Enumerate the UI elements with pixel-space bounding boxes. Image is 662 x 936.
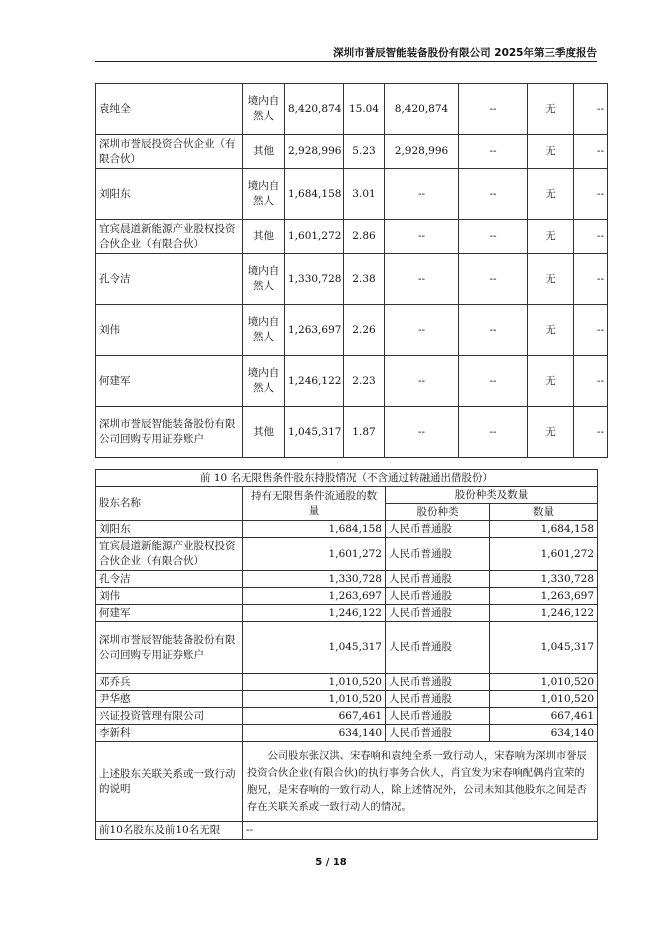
- share-class: 人民币普通股: [386, 521, 490, 538]
- unrestricted-shareholders-table: [95, 469, 598, 840]
- pledge-quantity: --: [574, 220, 608, 254]
- unrestricted-qty: 1,684,158: [243, 521, 386, 538]
- table-row: [96, 254, 608, 305]
- shareholder-name: 刘伟: [96, 588, 243, 605]
- holding-percentage: 15.04: [344, 84, 385, 135]
- holding-percentage: 2.38: [344, 254, 385, 305]
- shareholder-name: 尹华憨: [96, 691, 243, 708]
- shares-held: 1,684,158: [285, 169, 344, 220]
- shareholder-nature: 境内自然人: [243, 254, 285, 305]
- share-class: 人民币普通股: [386, 725, 490, 742]
- share-class: 人民币普通股: [386, 708, 490, 725]
- table-row: [96, 622, 598, 674]
- shareholder-name: 刘阳东: [96, 521, 243, 538]
- share-class-qty: 1,330,728: [490, 571, 598, 588]
- relation-label: 上述股东关联关系或一致行动的说明: [96, 742, 243, 822]
- restricted-shares: --: [385, 356, 459, 407]
- table-row: [96, 708, 598, 725]
- shares-held: 1,330,728: [285, 254, 344, 305]
- shareholder-name: 邓乔兵: [96, 674, 243, 691]
- unrestricted-qty: 1,010,520: [243, 691, 386, 708]
- pledge-type: 无: [528, 135, 574, 169]
- pledge-type: 无: [528, 84, 574, 135]
- pledge-status: --: [459, 407, 528, 458]
- unrestricted-qty: 634,140: [243, 725, 386, 742]
- table-row: [96, 538, 598, 571]
- share-class-qty: 667,461: [490, 708, 598, 725]
- last-row-value: --: [243, 822, 598, 840]
- shareholder-name: 刘阳东: [96, 169, 243, 220]
- shareholder-name: 深圳市誉辰投资合伙企业（有限合伙）: [96, 135, 243, 169]
- share-class-qty: 1,263,697: [490, 588, 598, 605]
- section-title: 前 10 名无限售条件股东持股情况（不含通过转融通出借股份）: [96, 470, 598, 487]
- table-row: [96, 356, 608, 407]
- pledge-type: 无: [528, 407, 574, 458]
- holding-percentage: 5.23: [344, 135, 385, 169]
- table-row: [96, 674, 598, 691]
- pledge-quantity: --: [574, 356, 608, 407]
- shareholder-nature: 境内自然人: [243, 169, 285, 220]
- pledge-quantity: --: [574, 169, 608, 220]
- col-header-class-type: 股份种类: [386, 504, 490, 521]
- pledge-status: --: [459, 135, 528, 169]
- share-class-qty: 1,601,272: [490, 538, 598, 571]
- shares-held: 1,045,317: [285, 407, 344, 458]
- table-row: [96, 169, 608, 220]
- table-row: [96, 588, 598, 605]
- shareholder-name: 孔令洁: [96, 571, 243, 588]
- shareholder-name: 深圳市誉辰智能装备股份有限公司回购专用证券账户: [96, 407, 243, 458]
- shareholder-nature: 境内自然人: [243, 84, 285, 135]
- pledge-status: --: [459, 356, 528, 407]
- shareholder-name: 李新科: [96, 725, 243, 742]
- unrestricted-qty: 1,330,728: [243, 571, 386, 588]
- unrestricted-qty: 1,246,122: [243, 605, 386, 622]
- pledge-quantity: --: [574, 254, 608, 305]
- table-row: [96, 220, 608, 254]
- share-class: 人民币普通股: [386, 674, 490, 691]
- col-header-class: 股份种类及数量: [386, 487, 598, 504]
- restricted-shares: --: [385, 407, 459, 458]
- page-number: 5 / 18: [315, 857, 347, 868]
- table-row: [96, 407, 608, 458]
- share-class-qty: 1,045,317: [490, 622, 598, 674]
- shareholder-nature: 其他: [243, 407, 285, 458]
- pledge-status: --: [459, 254, 528, 305]
- shareholder-name: 深圳市誉辰智能装备股份有限公司回购专用证券账户: [96, 622, 243, 674]
- share-class: 人民币普通股: [386, 571, 490, 588]
- shareholder-nature: 其他: [243, 220, 285, 254]
- table-row: [96, 571, 598, 588]
- shareholder-name: 宜宾晨道新能源产业股权投资合伙企业（有限合伙）: [96, 220, 243, 254]
- holding-percentage: 3.01: [344, 169, 385, 220]
- share-class: 人民币普通股: [386, 538, 490, 571]
- header-divider: [95, 61, 597, 62]
- pledge-type: 无: [528, 356, 574, 407]
- share-class: 人民币普通股: [386, 691, 490, 708]
- report-header: 深圳市誉辰智能装备股份有限公司 2025年第三季度报告: [333, 47, 597, 59]
- table-row: [96, 305, 608, 356]
- table-row: [96, 725, 598, 742]
- unrestricted-qty: 1,045,317: [243, 622, 386, 674]
- pledge-status: --: [459, 220, 528, 254]
- shareholder-nature: 其他: [243, 135, 285, 169]
- share-class-qty: 1,010,520: [490, 674, 598, 691]
- shareholder-name: 孔令洁: [96, 254, 243, 305]
- pledge-type: 无: [528, 169, 574, 220]
- restricted-shares: 8,420,874: [385, 84, 459, 135]
- last-row-label: 前10名股东及前10名无限: [96, 822, 243, 840]
- table-row: [96, 521, 598, 538]
- restricted-shares: 2,928,996: [385, 135, 459, 169]
- pledge-type: 无: [528, 254, 574, 305]
- shareholder-nature: 境内自然人: [243, 356, 285, 407]
- table-row: [96, 691, 598, 708]
- pledge-status: --: [459, 84, 528, 135]
- shares-held: 2,928,996: [285, 135, 344, 169]
- shareholder-name: 刘伟: [96, 305, 243, 356]
- share-class-qty: 634,140: [490, 725, 598, 742]
- shareholder-name: 袁纯全: [96, 84, 243, 135]
- unrestricted-qty: 1,601,272: [243, 538, 386, 571]
- col-header-name: 股东名称: [96, 487, 243, 521]
- unrestricted-qty: 667,461: [243, 708, 386, 725]
- pledge-status: --: [459, 305, 528, 356]
- shares-held: 1,601,272: [285, 220, 344, 254]
- pledge-status: --: [459, 169, 528, 220]
- restricted-shares: --: [385, 169, 459, 220]
- table-row: [96, 605, 598, 622]
- shareholder-name: 何建军: [96, 605, 243, 622]
- pledge-type: 无: [528, 305, 574, 356]
- table-row: [96, 84, 608, 135]
- holding-percentage: 2.26: [344, 305, 385, 356]
- shareholder-name: 兴证投资管理有限公司: [96, 708, 243, 725]
- shareholder-name: 何建军: [96, 356, 243, 407]
- pledge-type: 无: [528, 220, 574, 254]
- holding-percentage: 1.87: [344, 407, 385, 458]
- holding-percentage: 2.23: [344, 356, 385, 407]
- table-row: [96, 135, 608, 169]
- relation-text: 公司股东张汉洪、宋春响和袁纯全系一致行动人，宋春响为深圳市誉辰投资合伙企业(有限合伙)的执行事务合伙人，肖宜发为宋春响配偶肖宜荣的胞兄，是宋春响的一致行动人，除上述情况外，公司未知其他股东之间是否存在关联关系或一致行动人的情况。: [243, 742, 598, 822]
- unrestricted-qty: 1,010,520: [243, 674, 386, 691]
- share-class-qty: 1,246,122: [490, 605, 598, 622]
- pledge-quantity: --: [574, 407, 608, 458]
- pledge-quantity: --: [574, 305, 608, 356]
- share-class: 人民币普通股: [386, 588, 490, 605]
- top10-shareholders-table: [95, 83, 608, 458]
- col-header-class-qty: 数量: [490, 504, 598, 521]
- share-class-qty: 1,684,158: [490, 521, 598, 538]
- shares-held: 8,420,874: [285, 84, 344, 135]
- pledge-quantity: --: [574, 84, 608, 135]
- share-class: 人民币普通股: [386, 605, 490, 622]
- shareholder-name: 宜宾晨道新能源产业股权投资合伙企业（有限合伙）: [96, 538, 243, 571]
- share-class: 人民币普通股: [386, 622, 490, 674]
- shares-held: 1,246,122: [285, 356, 344, 407]
- pledge-quantity: --: [574, 135, 608, 169]
- restricted-shares: --: [385, 220, 459, 254]
- restricted-shares: --: [385, 305, 459, 356]
- col-header-qty: 持有无限售条件流通股的数量: [243, 487, 386, 521]
- shareholder-nature: 境内自然人: [243, 305, 285, 356]
- holding-percentage: 2.86: [344, 220, 385, 254]
- share-class-qty: 1,010,520: [490, 691, 598, 708]
- unrestricted-qty: 1,263,697: [243, 588, 386, 605]
- restricted-shares: --: [385, 254, 459, 305]
- shares-held: 1,263,697: [285, 305, 344, 356]
